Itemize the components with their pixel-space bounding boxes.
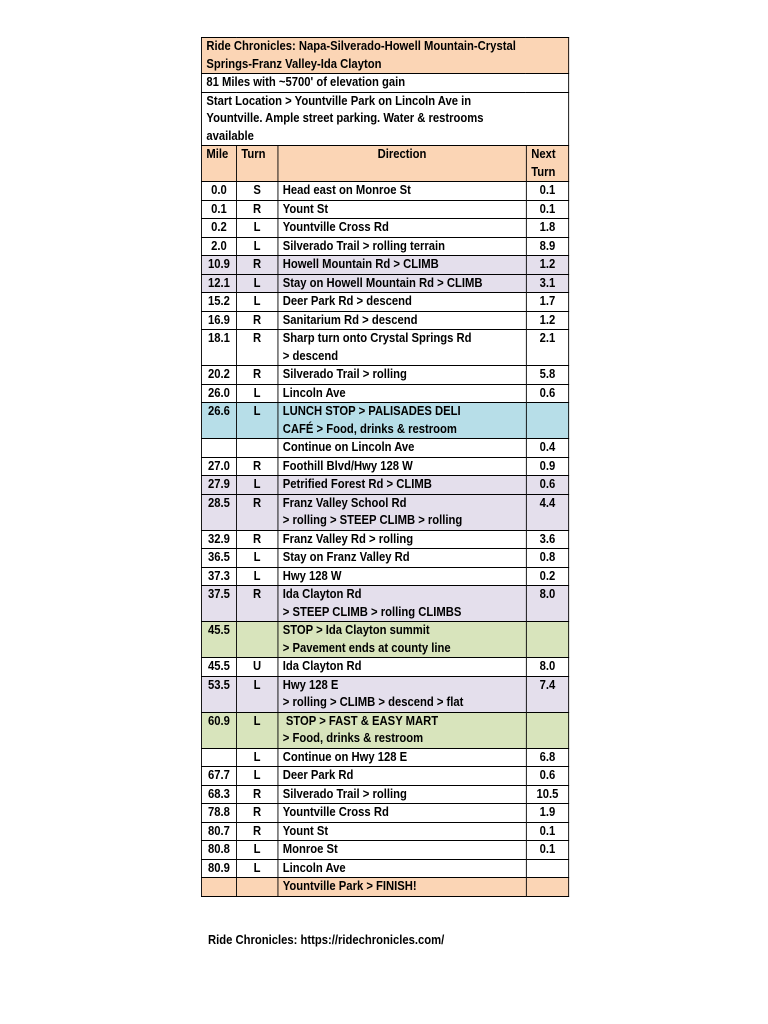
cue-mile: 12.1	[201, 274, 236, 293]
cue-direction-line-2: CAFÉ > Food, drinks & restroom	[282, 421, 457, 436]
cue-mile: 45.5	[201, 658, 236, 677]
cue-direction-line-1: Deer Park Rd	[282, 768, 354, 782]
cue-row	[201, 256, 568, 275]
cue-next-turn: 8.0	[526, 586, 568, 622]
cue-turn: L	[236, 712, 277, 748]
cue-turn: R	[236, 256, 277, 275]
cue-direction-line-1: STOP > Ida Clayton summit	[282, 623, 430, 637]
cue-next-turn: 5.8	[526, 366, 568, 385]
cue-turn: L	[236, 841, 277, 860]
cue-row	[201, 530, 568, 549]
start-location-line-1: Start Location > Yountville Park on Lincoln Ave in	[206, 93, 472, 108]
cue-turn: R	[236, 311, 277, 330]
cue-mile: 32.9	[201, 530, 236, 549]
cue-row	[201, 748, 568, 767]
start-location	[201, 92, 568, 146]
cue-next-turn: 8.0	[526, 658, 568, 677]
cue-mile: 0.2	[201, 219, 236, 238]
cue-direction-line-1: Petrified Forest Rd > CLIMB	[282, 477, 432, 491]
cue-mile: 28.5	[201, 494, 236, 530]
cue-next-turn: 6.8	[526, 748, 568, 767]
cue-direction	[278, 767, 526, 786]
cue-next-turn: 0.6	[526, 384, 568, 403]
cue-mile: 80.9	[201, 859, 236, 878]
cue-turn: R	[236, 530, 277, 549]
cue-direction	[278, 366, 526, 385]
cue-next-turn: 0.6	[526, 476, 568, 495]
cue-next-turn	[526, 622, 568, 658]
cue-direction	[278, 622, 526, 658]
cue-direction-line-1: Ida Clayton Rd	[282, 587, 362, 601]
cue-next-turn: 0.2	[526, 567, 568, 586]
cue-next-turn: 1.9	[526, 804, 568, 823]
cue-row	[201, 676, 568, 712]
cue-turn: L	[236, 219, 277, 238]
cue-direction	[278, 237, 526, 256]
cue-mile: 2.0	[201, 237, 236, 256]
cue-direction	[278, 182, 526, 201]
cue-mile	[201, 439, 236, 458]
cue-row	[201, 330, 568, 366]
cue-turn: L	[236, 859, 277, 878]
cue-turn: R	[236, 457, 277, 476]
cue-mile: 16.9	[201, 311, 236, 330]
cue-row	[201, 859, 568, 878]
route-title	[201, 38, 568, 74]
cue-direction	[278, 219, 526, 238]
column-header-next-line-1: Next	[531, 147, 556, 161]
cue-row	[201, 712, 568, 748]
route-title-line-1: Ride Chronicles: Napa-Silverado-Howell Mountain-Crystal	[206, 39, 516, 53]
cue-direction-line-1: LUNCH STOP > PALISADES DELI	[282, 404, 461, 418]
cue-next-turn: 1.8	[526, 219, 568, 238]
cue-next-turn: 0.1	[526, 841, 568, 860]
route-title-line-2: Springs-Franz Valley-Ida Clayton	[206, 56, 382, 71]
cue-direction-line-1: Yountville Park > FINISH!	[282, 879, 417, 893]
cue-direction-line-1: Sanitarium Rd > descend	[282, 312, 418, 327]
cue-row	[201, 476, 568, 495]
cue-direction-line-1: Hwy 128 E	[282, 677, 339, 692]
cue-direction-line-2: > rolling > CLIMB > descend > flat	[282, 695, 464, 709]
cue-next-turn: 0.8	[526, 549, 568, 568]
cue-next-turn: 0.9	[526, 457, 568, 476]
cue-next-turn: 8.9	[526, 237, 568, 256]
cue-row	[201, 237, 568, 256]
cue-direction-line-1: Franz Valley Rd > rolling	[282, 531, 414, 546]
cue-direction-line-2: > descend	[282, 348, 339, 363]
cue-mile: 26.6	[201, 403, 236, 439]
summary-row	[201, 74, 568, 93]
cue-mile: 45.5	[201, 622, 236, 658]
cue-direction	[278, 878, 526, 897]
cue-direction	[278, 476, 526, 495]
cue-mile: 67.7	[201, 767, 236, 786]
cue-turn	[236, 439, 277, 458]
cue-row	[201, 219, 568, 238]
cue-row	[201, 182, 568, 201]
cue-mile: 60.9	[201, 712, 236, 748]
cue-row	[201, 878, 568, 897]
cue-next-turn: 3.1	[526, 274, 568, 293]
cue-turn: R	[236, 586, 277, 622]
cue-mile: 37.3	[201, 567, 236, 586]
cue-row	[201, 384, 568, 403]
cue-mile: 26.0	[201, 384, 236, 403]
cue-row	[201, 293, 568, 312]
cue-mile: 53.5	[201, 676, 236, 712]
cue-direction	[278, 586, 526, 622]
cue-direction	[278, 748, 526, 767]
cue-next-turn: 0.1	[526, 200, 568, 219]
cue-direction-line-1: Head east on Monroe St	[282, 183, 411, 197]
cue-mile: 15.2	[201, 293, 236, 312]
cue-mile: 20.2	[201, 366, 236, 385]
cue-direction-line-1: Ida Clayton Rd	[282, 659, 362, 673]
cue-direction-line-1: Monroe St	[282, 842, 338, 856]
cue-direction-line-1: Foothill Blvd/Hwy 128 W	[282, 458, 413, 473]
start-location-row	[201, 92, 568, 146]
cue-row	[201, 200, 568, 219]
cue-direction-line-1: Deer Park Rd > descend	[282, 294, 412, 308]
cue-row	[201, 767, 568, 786]
cue-mile: 0.1	[201, 200, 236, 219]
cue-turn: L	[236, 748, 277, 767]
cue-row	[201, 586, 568, 622]
cue-row	[201, 439, 568, 458]
cue-row	[201, 622, 568, 658]
cue-direction-line-1: STOP > FAST & EASY MART	[282, 713, 439, 728]
cue-turn: S	[236, 182, 277, 201]
cue-direction	[278, 841, 526, 860]
cue-direction-line-1: Sharp turn onto Crystal Springs Rd	[282, 331, 472, 345]
cue-direction-line-1: Continue on Lincoln Ave	[282, 440, 415, 454]
cue-next-turn: 4.4	[526, 494, 568, 530]
cue-next-turn: 7.4	[526, 676, 568, 712]
cue-direction-line-2: > Pavement ends at county line	[282, 640, 451, 655]
cue-next-turn: 0.1	[526, 822, 568, 841]
cue-direction	[278, 567, 526, 586]
cue-direction	[278, 530, 526, 549]
cue-turn: L	[236, 767, 277, 786]
cue-next-turn: 1.2	[526, 256, 568, 275]
cue-direction-line-1: Franz Valley School Rd	[282, 495, 407, 510]
cue-direction	[278, 274, 526, 293]
cue-direction-line-1: Yount St	[282, 201, 329, 216]
cue-turn: R	[236, 330, 277, 366]
cue-direction-line-1: Howell Mountain Rd > CLIMB	[282, 257, 439, 271]
cue-row	[201, 311, 568, 330]
cue-direction-line-2: > Food, drinks & restroom	[282, 731, 424, 745]
cue-direction-line-1: Silverado Trail > rolling	[282, 367, 407, 381]
cue-direction	[278, 403, 526, 439]
cue-direction	[278, 785, 526, 804]
cue-turn: L	[236, 403, 277, 439]
cue-direction	[278, 256, 526, 275]
cue-row	[201, 366, 568, 385]
cue-turn: R	[236, 822, 277, 841]
cue-next-turn: 0.1	[526, 182, 568, 201]
cue-row	[201, 804, 568, 823]
cue-row	[201, 567, 568, 586]
cue-turn: L	[236, 237, 277, 256]
cue-row	[201, 494, 568, 530]
cue-direction	[278, 200, 526, 219]
cue-direction	[278, 712, 526, 748]
cue-direction-line-1: Silverado Trail > rolling	[282, 786, 407, 801]
cue-turn: L	[236, 549, 277, 568]
cue-next-turn	[526, 878, 568, 897]
cue-direction	[278, 494, 526, 530]
cue-next-turn: 0.4	[526, 439, 568, 458]
cue-direction-line-1: Silverado Trail > rolling terrain	[282, 238, 446, 253]
cue-direction	[278, 676, 526, 712]
column-header-turn: Turn	[236, 146, 277, 182]
cue-next-turn: 10.5	[526, 785, 568, 804]
cue-direction-line-1: Stay on Franz Valley Rd	[282, 550, 410, 564]
cue-direction	[278, 311, 526, 330]
cue-mile: 80.7	[201, 822, 236, 841]
cue-turn: R	[236, 785, 277, 804]
start-location-line-3: available	[206, 128, 254, 143]
cue-turn	[236, 878, 277, 897]
column-header-mile: Mile	[201, 146, 236, 182]
cue-direction	[278, 457, 526, 476]
cue-mile: 80.8	[201, 841, 236, 860]
cue-direction	[278, 822, 526, 841]
cue-next-turn: 1.7	[526, 293, 568, 312]
cue-direction-line-1: Lincoln Ave	[282, 385, 346, 400]
cue-turn: L	[236, 274, 277, 293]
cue-direction	[278, 859, 526, 878]
column-header-row	[201, 146, 568, 182]
cue-mile: 36.5	[201, 549, 236, 568]
cue-direction-line-1: Yountville Cross Rd	[282, 220, 389, 234]
cue-row	[201, 785, 568, 804]
cue-direction	[278, 439, 526, 458]
cue-row	[201, 658, 568, 677]
cue-next-turn	[526, 859, 568, 878]
cue-mile: 18.1	[201, 330, 236, 366]
cue-direction-line-2: > rolling > STEEP CLIMB > rolling	[282, 513, 463, 527]
cue-mile: 27.0	[201, 457, 236, 476]
cue-turn: R	[236, 494, 277, 530]
start-location-line-2: Yountville. Ample street parking. Water & restrooms	[206, 111, 484, 125]
cue-direction-line-1: Yountville Cross Rd	[282, 805, 389, 819]
cue-row	[201, 841, 568, 860]
cue-mile: 37.5	[201, 586, 236, 622]
cue-next-turn	[526, 712, 568, 748]
footer-credit: Ride Chronicles: https://ridechronicles.com/	[208, 933, 445, 947]
cue-mile	[201, 878, 236, 897]
cue-sheet-table	[201, 37, 569, 897]
cue-row	[201, 457, 568, 476]
cue-turn: R	[236, 200, 277, 219]
cue-direction	[278, 549, 526, 568]
cue-turn: R	[236, 366, 277, 385]
cue-turn	[236, 622, 277, 658]
cue-turn: L	[236, 293, 277, 312]
cue-mile: 68.3	[201, 785, 236, 804]
column-header-next-line-2: Turn	[531, 164, 556, 179]
cue-direction-line-1: Hwy 128 W	[282, 568, 342, 583]
cue-direction-line-1: Lincoln Ave	[282, 860, 346, 875]
cue-turn: L	[236, 476, 277, 495]
cue-row	[201, 274, 568, 293]
cue-row	[201, 822, 568, 841]
column-header-next-turn	[526, 146, 568, 182]
cue-direction	[278, 804, 526, 823]
cue-turn: U	[236, 658, 277, 677]
cue-next-turn: 2.1	[526, 330, 568, 366]
cue-mile: 78.8	[201, 804, 236, 823]
cue-direction	[278, 658, 526, 677]
cue-mile: 10.9	[201, 256, 236, 275]
cue-mile: 27.9	[201, 476, 236, 495]
cue-mile	[201, 748, 236, 767]
cue-row	[201, 403, 568, 439]
cue-next-turn: 0.6	[526, 767, 568, 786]
title-row	[201, 38, 568, 74]
cue-turn: L	[236, 676, 277, 712]
cue-direction-line-2: > STEEP CLIMB > rolling CLIMBS	[282, 604, 462, 619]
cue-next-turn	[526, 403, 568, 439]
route-summary: 81 Miles with ~5700' of elevation gain	[201, 74, 568, 93]
cue-next-turn: 1.2	[526, 311, 568, 330]
cue-direction-line-1: Stay on Howell Mountain Rd > CLIMB	[282, 275, 483, 290]
cue-direction-line-1: Yount St	[282, 823, 329, 838]
cue-direction-line-1: Continue on Hwy 128 E	[282, 749, 408, 764]
cue-direction	[278, 384, 526, 403]
cue-turn: L	[236, 384, 277, 403]
cue-turn: R	[236, 804, 277, 823]
column-header-direction: Direction	[278, 146, 526, 182]
cue-next-turn: 3.6	[526, 530, 568, 549]
cue-row	[201, 549, 568, 568]
cue-direction	[278, 293, 526, 312]
cue-turn: L	[236, 567, 277, 586]
cue-mile: 0.0	[201, 182, 236, 201]
cue-direction	[278, 330, 526, 366]
